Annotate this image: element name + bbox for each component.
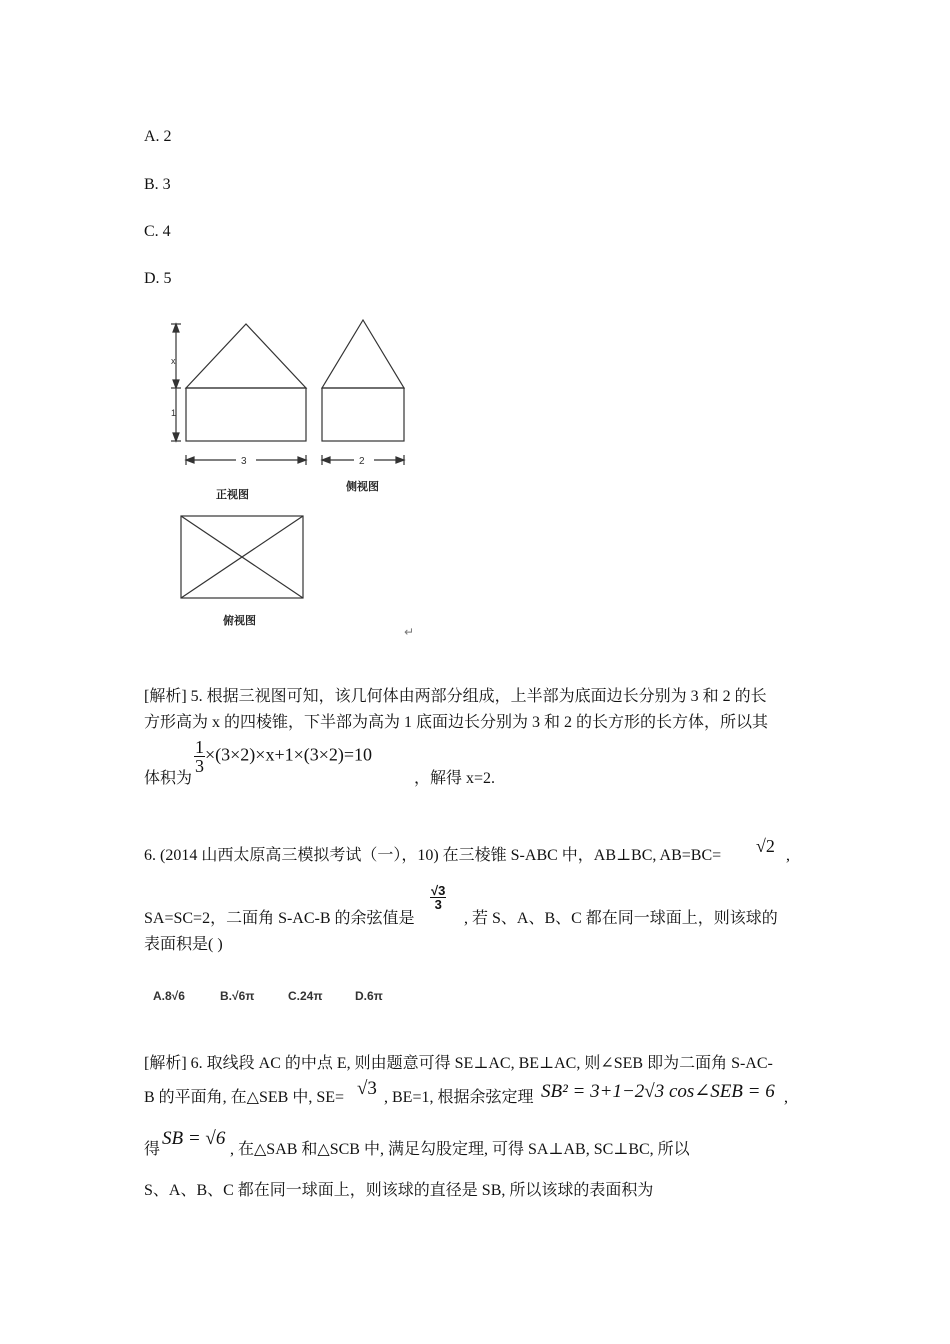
front-view-triangle (186, 324, 306, 388)
analysis5-line1: [解析] 5. 根据三视图可知，该几何体由两部分组成，上半部为底面边长分别为 3 和 2 的长 (144, 688, 767, 705)
top-view-label: 俯视图 (223, 615, 256, 627)
analysis6-line1: [解析] 6. 取线段 AC 的中点 E, 则由题意可得 SE⊥AC, BE⊥AC, 则∠SEB 即为二面角 S-AC- (144, 1055, 773, 1072)
analysis6-line2-end: , (784, 1089, 788, 1106)
option-b: B. 3 (144, 176, 171, 193)
sqrt2-formula: √2 (756, 836, 775, 856)
option-c: C. 4 (144, 223, 171, 240)
q6-line1-end: , (786, 847, 790, 864)
law-of-cosines-formula: SB² = 3+1−2√3 cos∠SEB = 6 (541, 1081, 775, 1102)
analysis6-line4: S、A、B、C 都在同一球面上，则该球的直径是 SB, 所以该球的表面积为 (144, 1182, 654, 1199)
front-view-label: 正视图 (216, 489, 249, 501)
choice-a: A.8√6 (153, 989, 185, 1003)
q6-line2-suffix: , 若 S、A、B、C 都在同一球面上，则该球的 (464, 910, 778, 927)
side-view (322, 320, 404, 465)
three-view-figure (160, 312, 430, 642)
q6-line3: 表面积是( ) (144, 936, 223, 953)
sb-formula: SB = √6 (162, 1128, 226, 1149)
analysis6-line3-suffix: , 在△SAB 和△SCB 中, 满足勾股定理, 可得 SA⊥AB, SC⊥BC, 所以 (230, 1141, 690, 1158)
analysis6-line2-mid: , BE=1, 根据余弦定理 (384, 1089, 534, 1106)
sqrt3-formula: √3 (357, 1078, 377, 1099)
height-x-label: x (171, 356, 176, 366)
side-view-label: 侧视图 (346, 481, 379, 493)
choice-b: B.√6π (220, 989, 255, 1003)
side-view-triangle (322, 320, 404, 388)
option-d: D. 5 (144, 270, 172, 287)
analysis6-line3-prefix: 得 (144, 1141, 161, 1158)
return-mark: ↵ (404, 625, 415, 639)
volume-formula (194, 738, 372, 775)
front-view (171, 324, 306, 465)
analysis6-line2-prefix: B 的平面角, 在△SEB 中, SE= (144, 1089, 345, 1106)
choice-c: C.24π (288, 989, 323, 1003)
side-view-rect (322, 388, 404, 441)
width-3-label: 3 (241, 456, 247, 467)
top-view (181, 516, 303, 598)
analysis5-volume-prefix: 体积为 (144, 770, 193, 787)
cos-fraction: $\frac{√3}{3}$ (431, 883, 446, 912)
one-third-fraction: $\frac{1}{3}$ (195, 737, 204, 776)
option-a: A. 2 (144, 128, 172, 145)
choice-d: D.6π (355, 989, 383, 1003)
volume-formula-rest: ×(3×2)×x+1×(3×2)=10 (205, 744, 373, 765)
analysis5-line2: 方形高为 x 的四棱锥，下半部为高为 1 底面边长分别为 3 和 2 的长方形的长方体，所以其 (144, 714, 769, 731)
q6-line1: 6. (2014 山西太原高三模拟考试（一），10) 在三棱锥 S-ABC 中，AB⊥BC, AB=BC= (144, 847, 722, 864)
analysis5-solution: ，解得 x=2. (414, 770, 496, 787)
front-view-rect (186, 388, 306, 441)
q6-line2-prefix: SA=SC=2，二面角 S-AC-B 的余弦值是 (144, 910, 415, 927)
height-1-label: 1 (171, 408, 177, 418)
width-2-label: 2 (359, 456, 365, 467)
